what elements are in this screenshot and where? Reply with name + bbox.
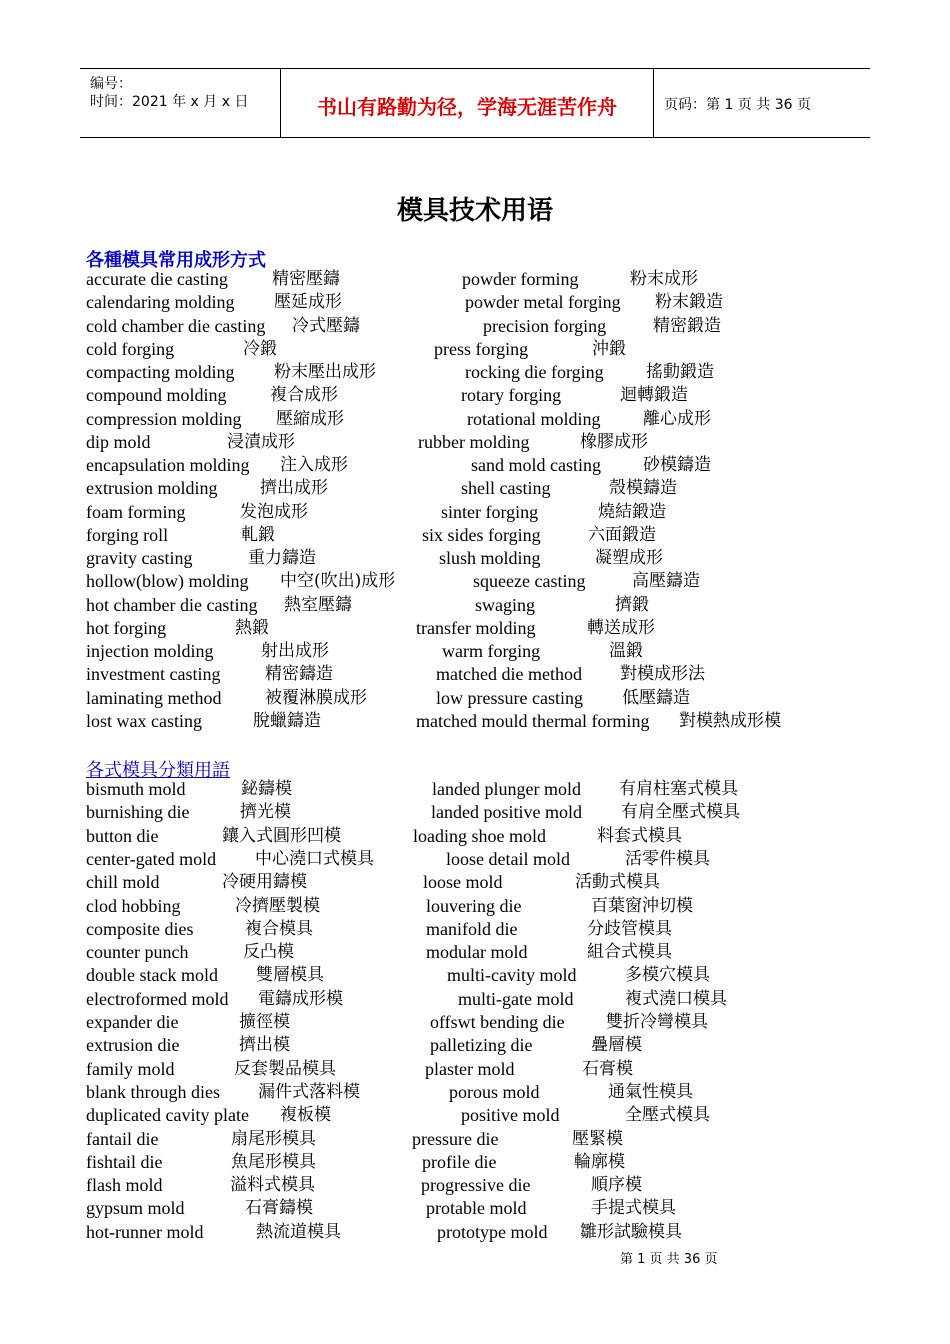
mold-term-row-17-col-0: flash mold [86, 1175, 163, 1196]
forming-term-row-5-col-1: 複合成形 [270, 385, 338, 406]
forming-term-row-10-col-2: sinter forging [441, 501, 539, 522]
forming-term-row-2-col-2: precision forging [483, 315, 607, 336]
mold-term-row-5-col-0: clod hobbing [86, 895, 181, 916]
header-left-cell [80, 69, 281, 137]
forming-term-row-10-col-3: 燒結鍛造 [598, 501, 666, 522]
forming-term-row-8-col-1: 注入成形 [280, 455, 348, 475]
forming-term-row-10-col-0: foam forming [86, 501, 186, 522]
forming-term-row-18-col-3: 低壓鑄造 [622, 687, 690, 708]
mold-term-row-11-col-1: 擠出模 [239, 1035, 290, 1056]
mold-term-row-11-col-3: 疊層模 [591, 1035, 642, 1056]
forming-term-row-12-col-2: slush molding [439, 548, 541, 568]
mold-term-row-4-col-2: loose mold [423, 872, 503, 893]
forming-term-row-17-col-2: matched die method [436, 664, 582, 685]
mold-term-row-14-col-0: duplicated cavity plate [86, 1105, 249, 1126]
forming-term-row-9-col-1: 擠出成形 [260, 478, 328, 499]
header-right-cell [654, 69, 870, 137]
forming-term-row-18-col-1: 被覆淋膜成形 [265, 687, 367, 708]
forming-term-row-17-col-0: investment casting [86, 664, 221, 685]
mold-term-row-19-col-2: prototype mold [437, 1221, 548, 1242]
mold-term-row-12-col-2: plaster mold [425, 1058, 515, 1079]
mold-term-row-10-col-0: expander die [86, 1012, 179, 1032]
mold-term-row-10-col-3: 雙折冷彎模具 [606, 1012, 708, 1032]
mold-term-row-7-col-3: 組合式模具 [587, 942, 672, 963]
forming-term-row-6-col-0: compression molding [86, 408, 242, 429]
mold-term-row-2-col-2: loading shoe mold [413, 825, 546, 846]
forming-term-row-17-col-1: 精密鑄造 [265, 664, 333, 685]
forming-term-row-6-col-1: 壓縮成形 [276, 408, 344, 429]
forming-term-row-15-col-1: 熱鍛 [235, 617, 269, 638]
forming-term-row-9-col-0: extrusion molding [86, 478, 218, 499]
forming-term-row-1-col-0: calendaring molding [86, 292, 235, 313]
forming-term-row-6-col-3: 離心成形 [643, 408, 711, 429]
mold-term-row-13-col-1: 漏件式落料模 [258, 1081, 360, 1102]
mold-term-row-18-col-0: gypsum mold [86, 1198, 185, 1219]
forming-term-row-8-col-3: 砂模鑄造 [643, 455, 711, 475]
mold-term-row-14-col-2: positive mold [461, 1105, 560, 1126]
forming-term-row-9-col-3: 殼模鑄造 [609, 478, 677, 499]
forming-term-row-4-col-0: compacting molding [86, 362, 235, 382]
mold-term-row-17-col-1: 溢料式模具 [230, 1175, 315, 1196]
section-heading-mold-classification[interactable]: 各式模具分類用語 [86, 760, 230, 781]
mold-term-row-15-col-2: pressure die [412, 1128, 499, 1149]
mold-term-row-8-col-2: multi-cavity mold [447, 965, 577, 986]
forming-term-row-12-col-0: gravity casting [86, 548, 193, 568]
mold-term-row-13-col-3: 通氣性模具 [608, 1081, 693, 1102]
mold-term-row-6-col-1: 複合模具 [245, 918, 313, 939]
forming-term-row-8-col-2: sand mold casting [471, 455, 601, 475]
mold-term-row-4-col-3: 活動式模具 [575, 872, 660, 893]
motto: 书山有路勤为径，学海无涯苦作舟 [317, 95, 617, 119]
forming-term-row-15-col-3: 轉送成形 [587, 617, 655, 638]
mold-term-row-7-col-0: counter punch [86, 942, 189, 963]
mold-term-row-1-col-1: 擠光模 [240, 802, 291, 823]
mold-term-row-18-col-3: 手提式模具 [591, 1198, 676, 1219]
mold-term-row-14-col-1: 複板模 [280, 1105, 331, 1126]
mold-term-row-1-col-0: burnishing die [86, 802, 190, 823]
forming-term-row-2-col-0: cold chamber die casting [86, 315, 266, 336]
mold-term-row-2-col-0: button die [86, 825, 159, 846]
mold-term-row-9-col-2: multi-gate mold [458, 988, 574, 1009]
mold-term-row-3-col-2: loose detail mold [446, 848, 570, 869]
mold-term-row-4-col-1: 冷硬用鑄模 [222, 872, 307, 893]
mold-term-row-0-col-2: landed plunger mold [432, 779, 581, 799]
page-title: 模具技术用语 [396, 196, 553, 226]
header-middle-cell [281, 69, 654, 137]
mold-term-row-12-col-3: 石膏模 [582, 1058, 633, 1079]
mold-term-row-19-col-1: 熱流道模具 [256, 1221, 341, 1242]
forming-term-row-11-col-2: six sides forging [422, 524, 541, 545]
forming-term-row-7-col-0: dip mold [86, 431, 151, 452]
forming-term-row-3-col-3: 沖鍛 [592, 338, 626, 359]
forming-term-row-12-col-1: 重力鑄造 [248, 548, 316, 568]
forming-term-row-19-col-0: lost wax casting [86, 710, 202, 731]
forming-term-row-14-col-2: swaging [475, 594, 535, 615]
mold-term-row-6-col-2: manifold die [426, 918, 518, 939]
forming-term-row-4-col-3: 搖動鍛造 [646, 362, 714, 382]
forming-term-row-5-col-3: 迴轉鍛造 [620, 385, 688, 406]
forming-term-row-0-col-3: 粉末成形 [630, 269, 698, 289]
forming-term-row-17-col-3: 對模成形法 [620, 664, 705, 685]
mold-term-row-0-col-0: bismuth mold [86, 779, 186, 799]
mold-term-row-9-col-0: electroformed mold [86, 988, 229, 1009]
mold-term-row-4-col-0: chill mold [86, 872, 160, 893]
forming-term-row-16-col-3: 溫鍛 [609, 641, 643, 661]
forming-term-row-5-col-0: compound molding [86, 385, 227, 406]
mold-term-row-2-col-3: 料套式模具 [597, 825, 682, 846]
forming-term-row-13-col-1: 中空(吹出)成形 [280, 571, 396, 592]
mold-term-row-1-col-3: 有肩全壓式模具 [621, 802, 740, 823]
forming-term-row-6-col-2: rotational molding [467, 408, 601, 429]
forming-term-row-19-col-2: matched mould thermal forming [416, 710, 650, 731]
number-label: 编号： [90, 76, 132, 92]
mold-term-row-16-col-2: profile die [422, 1151, 497, 1172]
forming-term-row-16-col-1: 射出成形 [261, 641, 329, 661]
forming-term-row-2-col-3: 精密鍛造 [653, 315, 721, 336]
mold-term-row-8-col-3: 多模穴模具 [625, 965, 710, 986]
mold-term-row-17-col-3: 順序模 [591, 1175, 642, 1196]
mold-term-row-0-col-1: 鉍鑄模 [241, 779, 292, 799]
mold-term-row-15-col-1: 扇尾形模具 [231, 1128, 316, 1149]
forming-term-row-11-col-3: 六面鍛造 [588, 524, 656, 545]
mold-term-row-11-col-2: palletizing die [430, 1035, 533, 1056]
forming-term-row-19-col-1: 脫蠟鑄造 [253, 710, 321, 731]
forming-term-row-13-col-3: 高壓鑄造 [632, 571, 700, 592]
mold-term-row-9-col-3: 複式澆口模具 [625, 988, 727, 1009]
mold-term-row-8-col-0: double stack mold [86, 965, 218, 986]
forming-term-row-7-col-1: 浸漬成形 [227, 431, 295, 452]
forming-term-row-8-col-0: encapsulation molding [86, 455, 250, 475]
forming-term-row-13-col-2: squeeze casting [473, 571, 586, 592]
mold-term-row-15-col-0: fantail die [86, 1128, 159, 1149]
forming-term-row-0-col-1: 精密壓鑄 [272, 269, 340, 289]
mold-term-row-6-col-3: 分歧管模具 [587, 918, 672, 939]
mold-term-row-5-col-1: 冷擠壓製模 [235, 895, 320, 916]
mold-term-row-19-col-0: hot-runner mold [86, 1221, 204, 1242]
mold-term-row-6-col-0: composite dies [86, 918, 194, 939]
forming-term-row-1-col-1: 壓延成形 [274, 292, 342, 313]
mold-term-row-16-col-3: 輪廓模 [574, 1151, 625, 1172]
forming-term-row-14-col-1: 熱室壓鑄 [284, 594, 352, 615]
forming-term-row-18-col-2: low pressure casting [436, 687, 583, 708]
mold-term-row-5-col-2: louvering die [426, 895, 522, 916]
forming-term-row-16-col-0: injection molding [86, 641, 214, 661]
forming-term-row-12-col-3: 凝塑成形 [595, 548, 663, 568]
mold-term-row-8-col-1: 雙層模具 [256, 965, 324, 986]
forming-term-row-13-col-0: hollow(blow) molding [86, 571, 249, 592]
mold-term-row-1-col-2: landed positive mold [431, 802, 582, 823]
mold-term-row-7-col-1: 反凸模 [243, 942, 294, 963]
forming-term-row-1-col-2: powder metal forging [465, 292, 621, 313]
forming-term-row-7-col-2: rubber molding [418, 431, 530, 452]
mold-term-row-0-col-3: 有肩柱塞式模具 [619, 779, 738, 799]
forming-term-row-15-col-0: hot forging [86, 617, 167, 638]
mold-term-row-11-col-0: extrusion die [86, 1035, 180, 1056]
page-footer: 第 1 页 共 36 页 [620, 1252, 718, 1267]
forming-term-row-5-col-2: rotary forging [461, 385, 562, 406]
mold-term-row-5-col-3: 百葉窗沖切模 [591, 895, 693, 916]
forming-term-row-16-col-2: warm forging [442, 641, 541, 661]
forming-term-row-3-col-1: 冷鍛 [243, 338, 277, 359]
time-label: 时间：2021 年 x 月 x 日 [90, 94, 249, 110]
mold-term-row-16-col-1: 魚尾形模具 [231, 1151, 316, 1172]
mold-term-row-7-col-2: modular mold [426, 942, 528, 963]
forming-term-row-14-col-3: 擠鍛 [615, 594, 649, 615]
mold-term-row-3-col-1: 中心澆口式模具 [255, 848, 374, 869]
mold-term-row-12-col-0: family mold [86, 1058, 175, 1079]
mold-term-row-9-col-1: 電鑄成形模 [258, 988, 343, 1009]
forming-term-row-15-col-2: transfer molding [416, 617, 536, 638]
forming-term-row-19-col-3: 對模熱成形模 [679, 710, 781, 731]
forming-term-row-3-col-2: press forging [434, 338, 529, 359]
mold-term-row-10-col-2: offswt bending die [430, 1012, 565, 1032]
mold-term-row-3-col-3: 活零件模具 [625, 848, 710, 869]
mold-term-row-14-col-3: 全壓式模具 [625, 1105, 710, 1126]
forming-term-row-9-col-2: shell casting [461, 478, 551, 499]
mold-term-row-13-col-0: blank through dies [86, 1081, 220, 1102]
mold-term-row-16-col-0: fishtail die [86, 1151, 163, 1172]
mold-term-row-12-col-1: 反套製品模具 [234, 1058, 336, 1079]
forming-term-row-11-col-0: forging roll [86, 524, 169, 545]
forming-term-row-1-col-3: 粉末鍛造 [655, 292, 723, 313]
forming-term-row-14-col-0: hot chamber die casting [86, 594, 258, 615]
forming-term-row-11-col-1: 軋鍛 [241, 524, 275, 545]
forming-term-row-3-col-0: cold forging [86, 338, 175, 359]
mold-term-row-17-col-2: progressive die [421, 1175, 531, 1196]
mold-term-row-19-col-3: 雛形試驗模具 [580, 1221, 682, 1242]
mold-term-row-3-col-0: center-gated mold [86, 848, 217, 869]
mold-term-row-10-col-1: 擴徑模 [239, 1012, 290, 1032]
mold-term-row-13-col-2: porous mold [449, 1081, 540, 1102]
forming-term-row-10-col-1: 发泡成形 [240, 501, 308, 522]
forming-term-row-4-col-2: rocking die forging [465, 362, 604, 382]
forming-term-row-0-col-2: powder forming [462, 269, 579, 289]
mold-term-row-2-col-1: 鑲入式圓形凹模 [222, 825, 341, 846]
forming-term-row-7-col-3: 橡膠成形 [580, 431, 648, 452]
section-heading-forming-methods: 各種模具常用成形方式 [86, 250, 266, 271]
forming-term-row-18-col-0: laminating method [86, 687, 222, 708]
forming-term-row-0-col-0: accurate die casting [86, 269, 228, 289]
mold-term-row-18-col-1: 石膏鑄模 [245, 1198, 313, 1219]
header-table [80, 68, 870, 138]
forming-term-row-2-col-1: 冷式壓鑄 [292, 315, 360, 336]
mold-term-row-18-col-2: protable mold [426, 1198, 527, 1219]
mold-term-row-15-col-3: 壓緊模 [572, 1128, 623, 1149]
forming-term-row-4-col-1: 粉末壓出成形 [274, 362, 376, 382]
page-info: 页码：第 1 页 共 36 页 [664, 97, 811, 113]
